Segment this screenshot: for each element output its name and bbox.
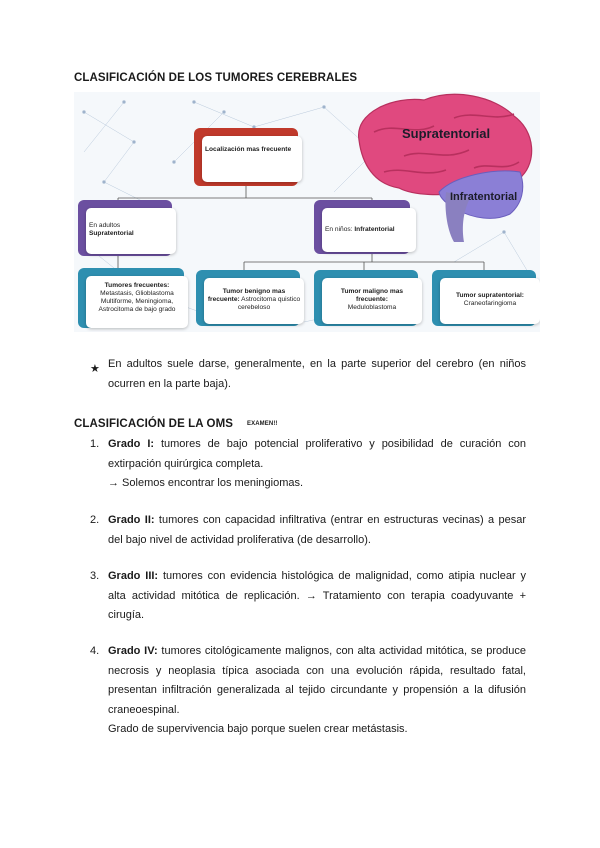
grade-2-label: Grado II: xyxy=(108,514,155,526)
leaf1-text: Metastasis, Glioblastoma Multiforme, Meningioma, Astrocitoma de bajo grado xyxy=(98,290,176,313)
section-title-oms xyxy=(74,418,278,430)
exam-tag: EXAMEN!! xyxy=(247,420,278,427)
bullet-paragraph: En adultos suele darse, generalmente, en la parte superior del cerebro (en niños ocurren en la parte baja). xyxy=(108,358,526,390)
grade-2-text: tumores con capacidad infiltrativa (entrar en estructuras vecinas) a pesar del bajo nivel de actividad proliferativa (de desarrollo). xyxy=(108,514,526,546)
grade-4-number: 4. xyxy=(90,645,100,657)
leaf3-text: Meduloblastoma xyxy=(347,304,397,311)
grade-1-text: tumores de bajo potencial proliferativo y posibilidad de curación con extirpación quirúrgica completa. xyxy=(108,438,527,470)
tumor-classification-figure xyxy=(74,92,540,332)
leaf-node-3 xyxy=(322,278,422,324)
grade-4-item xyxy=(108,642,526,740)
grade-4-extra: Grado de supervivencia bajo porque suelen crear metástasis. xyxy=(108,723,408,735)
leaf2-title: Tumor benigno mas frecuente: xyxy=(207,288,286,303)
leaf4-text: Craneofaringioma xyxy=(463,300,517,307)
brain-supratentorial-label: Supratentorial xyxy=(402,126,491,141)
leaf-node-1 xyxy=(86,276,188,328)
children-bold: Infratentorial xyxy=(354,226,395,233)
grade-4-label: Grado IV: xyxy=(108,645,158,657)
grade-1-label: Grado I: xyxy=(108,438,155,450)
root-node xyxy=(202,136,302,182)
leaf1-title: Tumores frecuentes: xyxy=(104,282,170,289)
children-node xyxy=(322,208,416,252)
leaf-node-4 xyxy=(440,278,540,324)
leaf2-text: Astrocitoma quistico cerebeloso xyxy=(237,296,301,311)
grade-3-text: tumores con evidencia histológica de malignidad, como atipia nuclear y alta actividad mitótica de replicación. → Tratamiento con terapia coadyuvante + cirugía. xyxy=(108,570,527,621)
root-node-label: Localización mas frecuente xyxy=(205,146,292,153)
grade-1-number: 1. xyxy=(90,438,100,450)
grade-2-number: 2. xyxy=(90,514,100,526)
adults-node xyxy=(86,208,176,254)
grade-3-number: 3. xyxy=(90,570,100,582)
children-prefix: En niños: xyxy=(325,226,355,233)
grade-3-item xyxy=(108,567,526,626)
grade-1-extra: → Solemos encontrar los meningiomas. xyxy=(108,477,304,489)
adults-bold: Supratentorial xyxy=(89,230,134,237)
grade-1-item xyxy=(108,435,526,494)
section-title-classification: CLASIFICACIÓN DE LOS TUMORES CEREBRALES xyxy=(74,72,358,84)
grade-3-label: Grado III: xyxy=(108,570,159,582)
grade-2-item xyxy=(108,511,526,550)
brain-infratentorial-label: Infratentorial xyxy=(450,191,518,203)
adults-prefix: En adultos xyxy=(89,222,121,229)
leaf-node-2 xyxy=(204,278,304,324)
grade-4-text: tumores citológicamente malignos, con alta actividad mitótica, se produce necrosis y neoplasia típica asociada con una evolución rápida, resultado fatal, presentan infiltración generalizada al tejido circundante y propensión a la difusión craneoespinal. xyxy=(108,645,526,716)
leaf3-title: Tumor maligno mas frecuente: xyxy=(340,288,404,303)
oms-heading-text: CLASIFICACIÓN DE LA OMS xyxy=(74,418,234,430)
leaf4-title: Tumor supratentorial: xyxy=(455,292,525,299)
star-icon: ★ xyxy=(90,363,100,375)
